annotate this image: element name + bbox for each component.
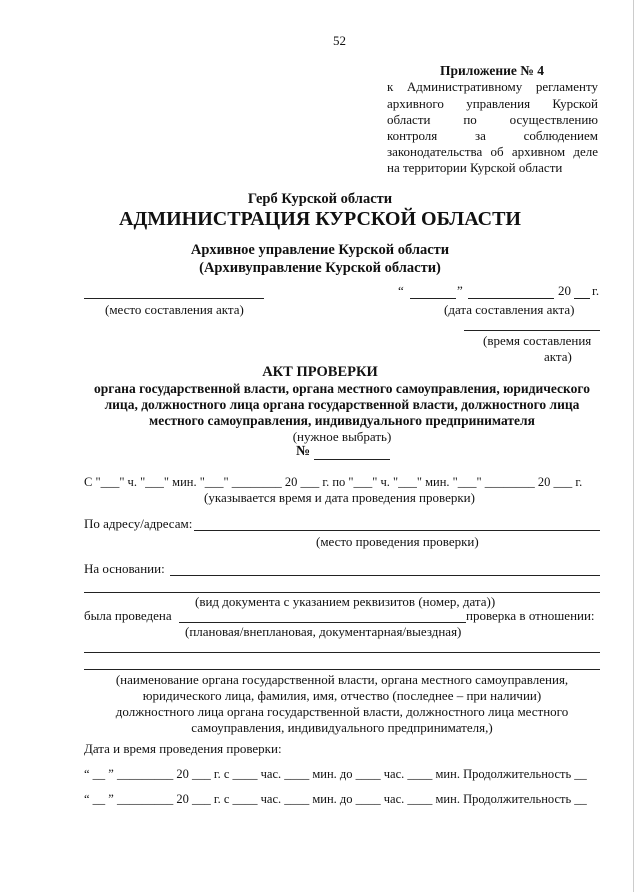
organization-title: АДМИНИСТРАЦИЯ КУРСКОЙ ОБЛАСТИ (119, 208, 521, 230)
appendix-line: законодательства об архивном деле (387, 144, 598, 159)
act-subtitle-line: лица, должностного лица органа государственной власти, должностного лица (104, 397, 580, 412)
conducted-caption: (плановая/внеплановая, документарная/выездная) (185, 624, 462, 639)
scan-edge (633, 0, 634, 892)
place-field-line[interactable] (84, 298, 264, 299)
datetime-row[interactable]: “ __ ” _________ 20 ___ г. с ____ час. ____ мин. до ____ час. ____ мин. Продолжительность __ (84, 767, 587, 781)
subject-caption-line: юридического лица, фамилия, имя, отчество (последнее – при наличии) (142, 688, 542, 703)
period-caption: (указывается время и дата проведения проверки) (204, 490, 475, 505)
conducted-suffix: проверка в отношении: (466, 608, 595, 623)
conducted-label: была проведена (84, 608, 172, 623)
subject-caption-line: самоуправления, индивидуального предпринимателя,) (191, 720, 493, 735)
datetime-row[interactable]: “ __ ” _________ 20 ___ г. с ____ час. ____ мин. до ____ час. ____ мин. Продолжительность __ (84, 792, 587, 806)
act-number-label: № (296, 444, 311, 459)
datetime-label: Дата и время проведения проверки: (84, 741, 282, 756)
date-quote-close: ” (457, 283, 463, 298)
appendix-line: на территории Курской области (387, 160, 563, 175)
department-short-name: (Архивуправление Курской области) (199, 260, 441, 276)
act-number-field[interactable] (314, 459, 390, 460)
basis-caption: (вид документа с указанием реквизитов (номер, дата)) (195, 594, 496, 609)
page-number: 52 (333, 33, 346, 48)
subject-field-line-2[interactable] (84, 669, 600, 670)
appendix-line: области по осуществлению (387, 112, 598, 127)
act-subtitle-line: органа государственной власти, органа местного самоуправления, юридического (94, 381, 590, 396)
act-subtitle-line: местного самоуправления, индивидуального предпринимателя (149, 413, 535, 428)
appendix-title: Приложение № 4 (440, 63, 544, 78)
appendix-line: к Административному регламенту (387, 79, 598, 94)
time-caption: акта) (544, 349, 572, 364)
time-field-line[interactable] (464, 330, 600, 331)
time-caption: (время составления (483, 333, 592, 348)
address-caption: (место проведения проверки) (316, 534, 479, 549)
appendix-line: контроля за соблюдением (387, 128, 598, 143)
period-line[interactable]: С "___" ч. "___" мин. "___" ________ 20 ___ г. по "___" ч. "___" мин. "___" ________ 20 ___ г. (84, 475, 583, 489)
date-day-field[interactable] (410, 298, 456, 299)
date-year-suffix: г. (592, 283, 600, 298)
basis-field-line[interactable] (170, 575, 600, 576)
basis-field-line-2[interactable] (84, 592, 600, 593)
conducted-type-field[interactable] (179, 622, 466, 623)
date-month-field[interactable] (468, 298, 554, 299)
department-name: Архивное управление Курской области (190, 242, 450, 258)
date-caption: (дата составления акта) (444, 302, 575, 317)
act-title: АКТ ПРОВЕРКИ (262, 364, 378, 380)
place-caption: (место составления акта) (105, 302, 244, 317)
date-year-field[interactable] (574, 298, 590, 299)
basis-label: На основании: (84, 561, 165, 576)
subject-field-line[interactable] (84, 652, 600, 653)
address-label: По адресу/адресам: (84, 516, 193, 531)
emblem-caption: Герб Курской области (247, 191, 393, 207)
appendix-line: архивного управления Курской (387, 96, 598, 111)
subject-caption-line: должностного лица органа государственной власти, должностного лица местного (115, 704, 569, 719)
subject-caption-line: (наименование органа государственной власти, органа местного самоуправления, (115, 672, 569, 687)
date-quote-open: “ (398, 283, 404, 298)
date-year-prefix: 20 (558, 283, 571, 298)
address-field-line[interactable] (194, 530, 600, 531)
choose-note: (нужное выбрать) (292, 429, 392, 444)
